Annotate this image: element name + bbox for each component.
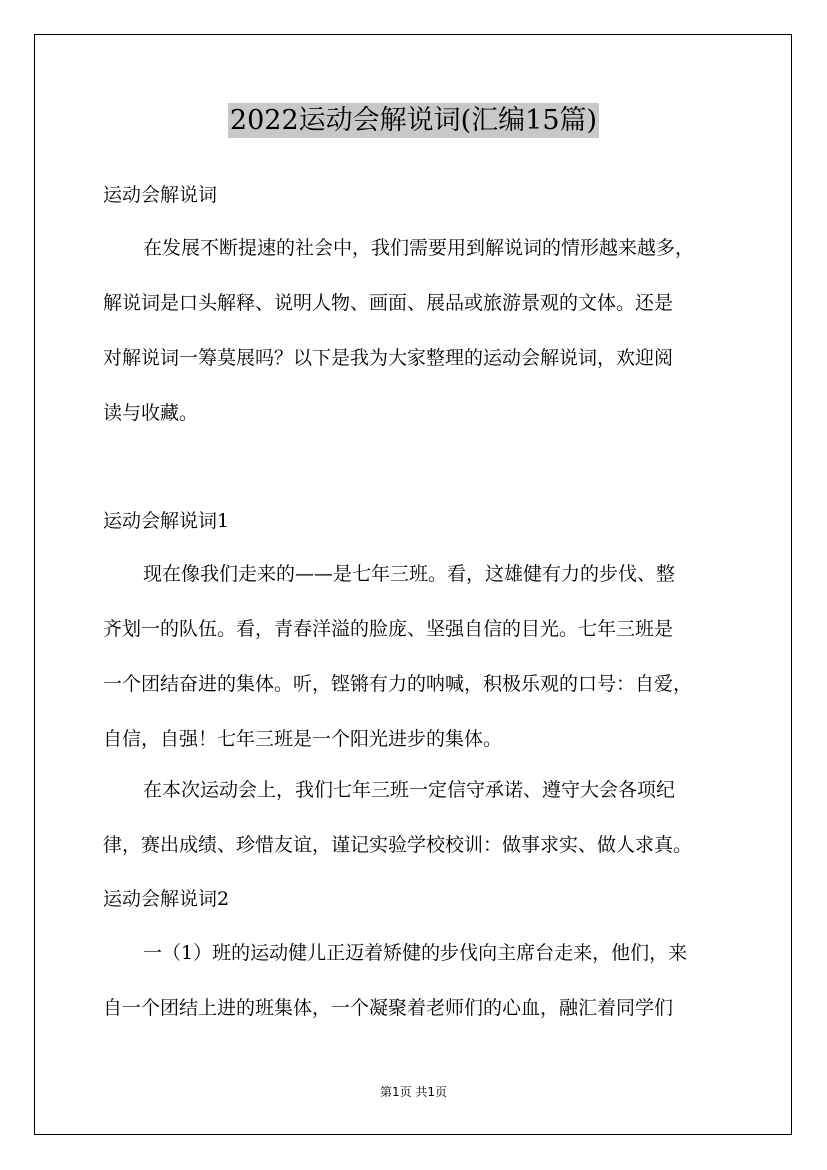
paragraph-line: 律，赛出成绩、珍惜友谊，谨记实验学校校训：做事求实、做人求真。	[103, 834, 693, 856]
paragraph-line: 自信，自强！七年三班是一个阳光进步的集体。	[103, 728, 503, 750]
heading-1: 运动会解说词1	[103, 510, 230, 532]
intro-line: 读与收藏。	[103, 402, 199, 424]
intro-line: 对解说词一筹莫展吗？以下是我为大家整理的运动会解说词，欢迎阅	[103, 347, 674, 369]
document-title-text: 2022运动会解说词(汇编15篇)	[229, 105, 598, 136]
paragraph-line: 在本次运动会上，我们七年三班一定信守承诺、遵守大会各项纪	[143, 779, 676, 801]
document-title	[0, 103, 827, 139]
paragraph-line: 一（1）班的运动健儿正迈着矫健的步伐向主席台走来，他们，来	[143, 942, 688, 964]
page-footer: 第1页 共1页	[379, 1085, 448, 1099]
heading-2: 运动会解说词2	[103, 888, 230, 910]
paragraph-3	[103, 934, 743, 1027]
intro-line: 在发展不断提速的社会中，我们需要用到解说词的情形越来越多，	[143, 237, 695, 259]
paragraph-line: 自一个团结上进的班集体，一个凝聚着老师们的心血，融汇着同学们	[103, 997, 674, 1019]
paragraph-line: 齐划一的队伍。看，青春洋溢的脸庞、坚强自信的目光。七年三班是	[103, 618, 674, 640]
intro-line: 解说词是口头解释、说明人物、画面、展品或旅游景观的文体。还是	[103, 292, 674, 314]
paragraph-line: 现在像我们走来的——是七年三班。看，这雄健有力的步伐、整	[143, 563, 676, 585]
paragraph-line: 一个团结奋进的集体。听，铿锵有力的呐喊，积极乐观的口号：自爱，	[103, 673, 693, 695]
paragraph-2	[103, 771, 743, 864]
heading-intro: 运动会解说词	[103, 184, 218, 206]
intro-paragraph	[103, 229, 743, 432]
paragraph-1	[103, 555, 743, 758]
